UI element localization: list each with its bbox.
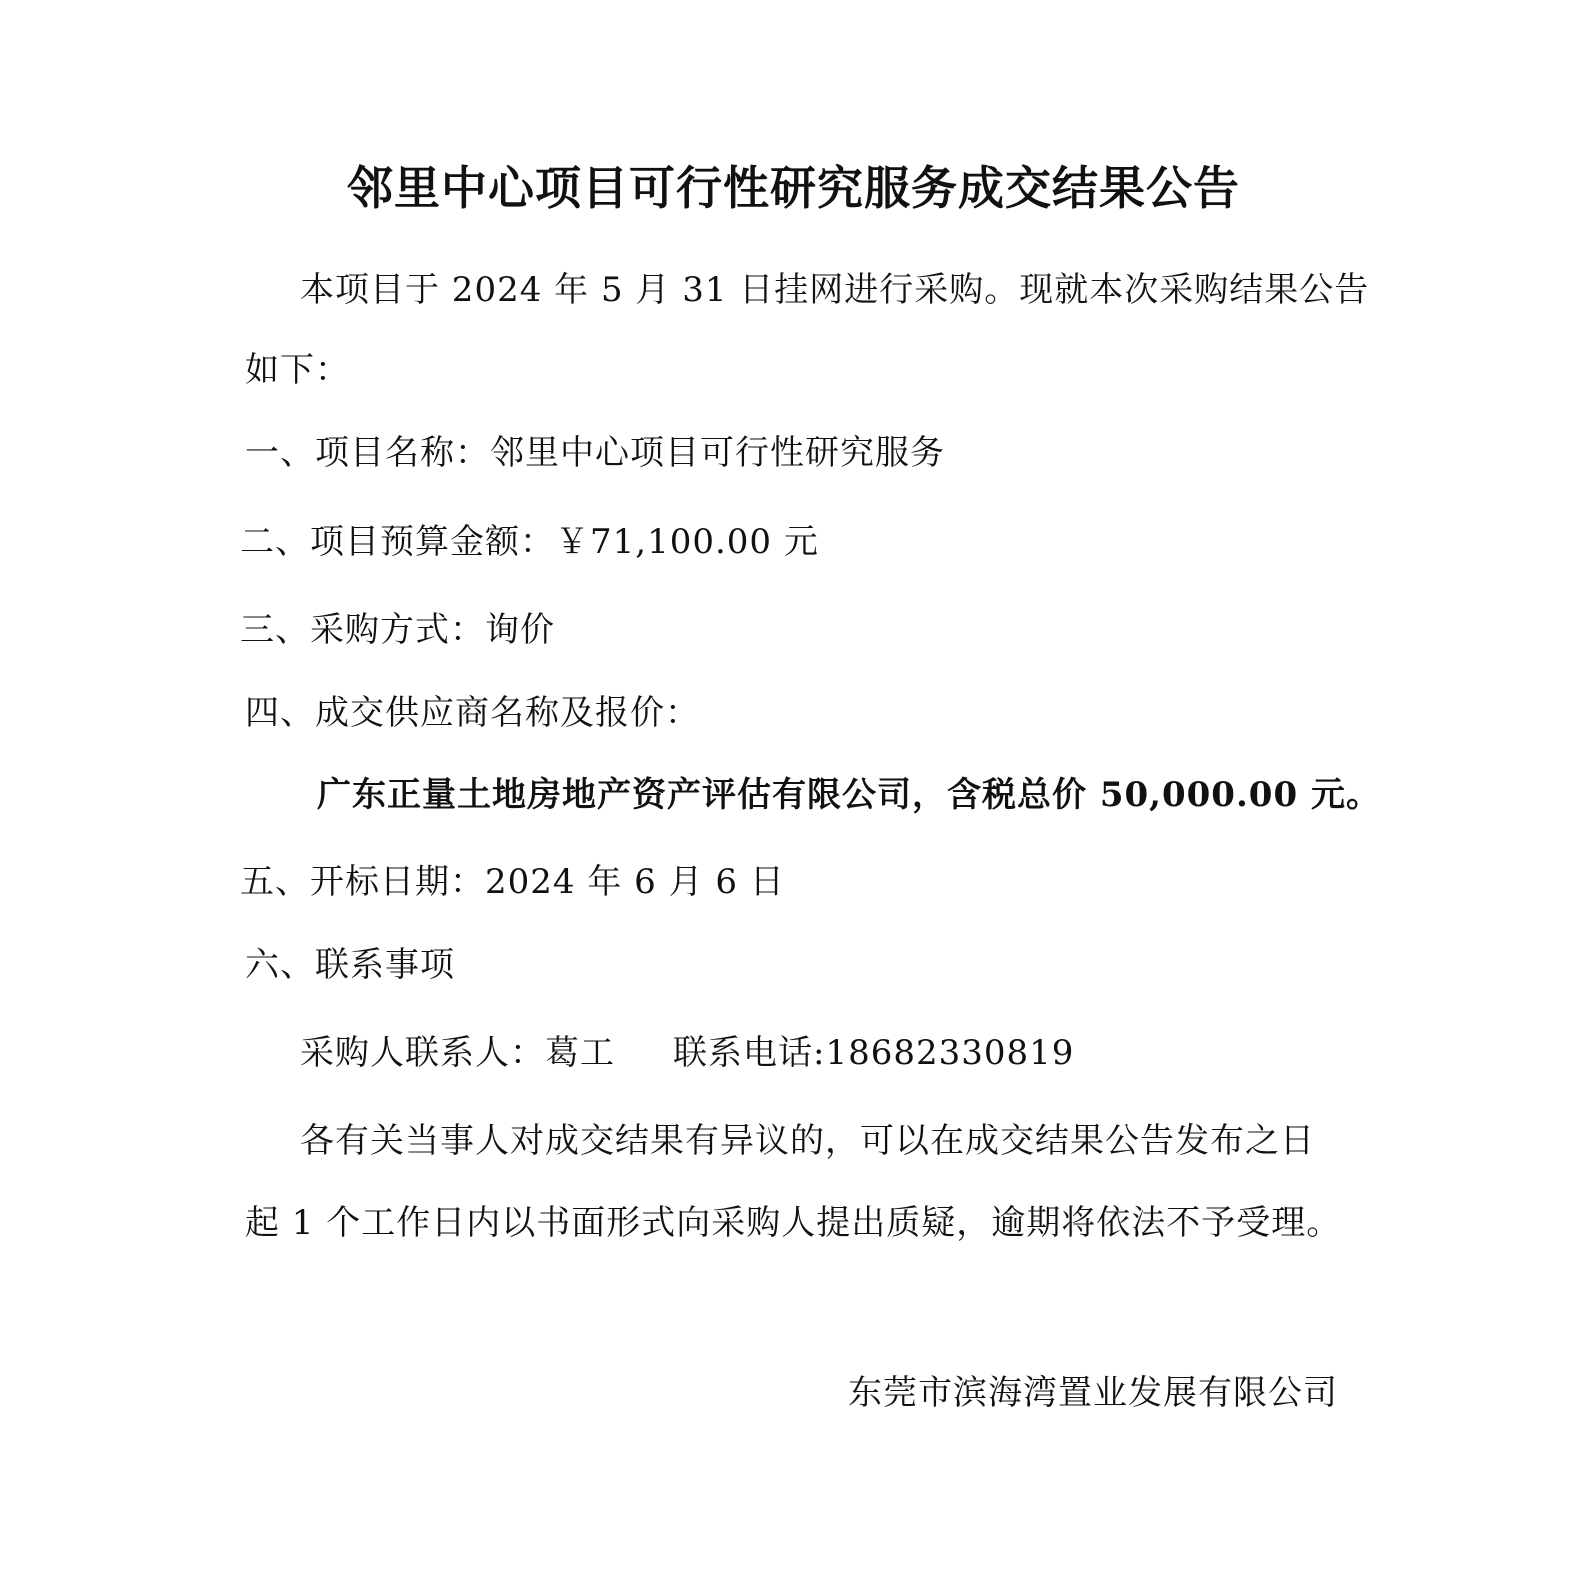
intro-line-2: 如下： [245,350,350,390]
item-contact-heading: 六、联系事项 [245,945,455,985]
document-title: 邻里中心项目可行性研究服务成交结果公告 [347,161,1240,215]
contact-phone: 联系电话:18682330819 [673,1033,1075,1073]
item-project-name: 一、项目名称：邻里中心项目可行性研究服务 [245,433,945,473]
item-budget: 二、项目预算金额：￥71,100.00 元 [240,522,819,562]
contact-person: 采购人联系人：葛工 [300,1033,615,1073]
contact-line [300,1033,1074,1073]
intro-line-1: 本项目于 2024 年 5 月 31 日挂网进行采购。现就本次采购结果公告 [300,270,1370,310]
supplier-quote: 广东正量土地房地产资产评估有限公司，含税总价 50,000.00 元。 [317,775,1381,815]
signature-company: 东莞市滨海湾置业发展有限公司 [848,1373,1338,1413]
item-opening-date: 五、开标日期：2024 年 6 月 6 日 [240,862,785,902]
item-supplier-heading: 四、成交供应商名称及报价： [245,693,700,733]
notice-line-1: 各有关当事人对成交结果有异议的，可以在成交结果公告发布之日 [300,1121,1315,1161]
item-procurement-method: 三、采购方式：询价 [240,610,555,650]
notice-line-2: 起 1 个工作日内以书面形式向采购人提出质疑，逾期将依法不予受理。 [245,1203,1342,1243]
